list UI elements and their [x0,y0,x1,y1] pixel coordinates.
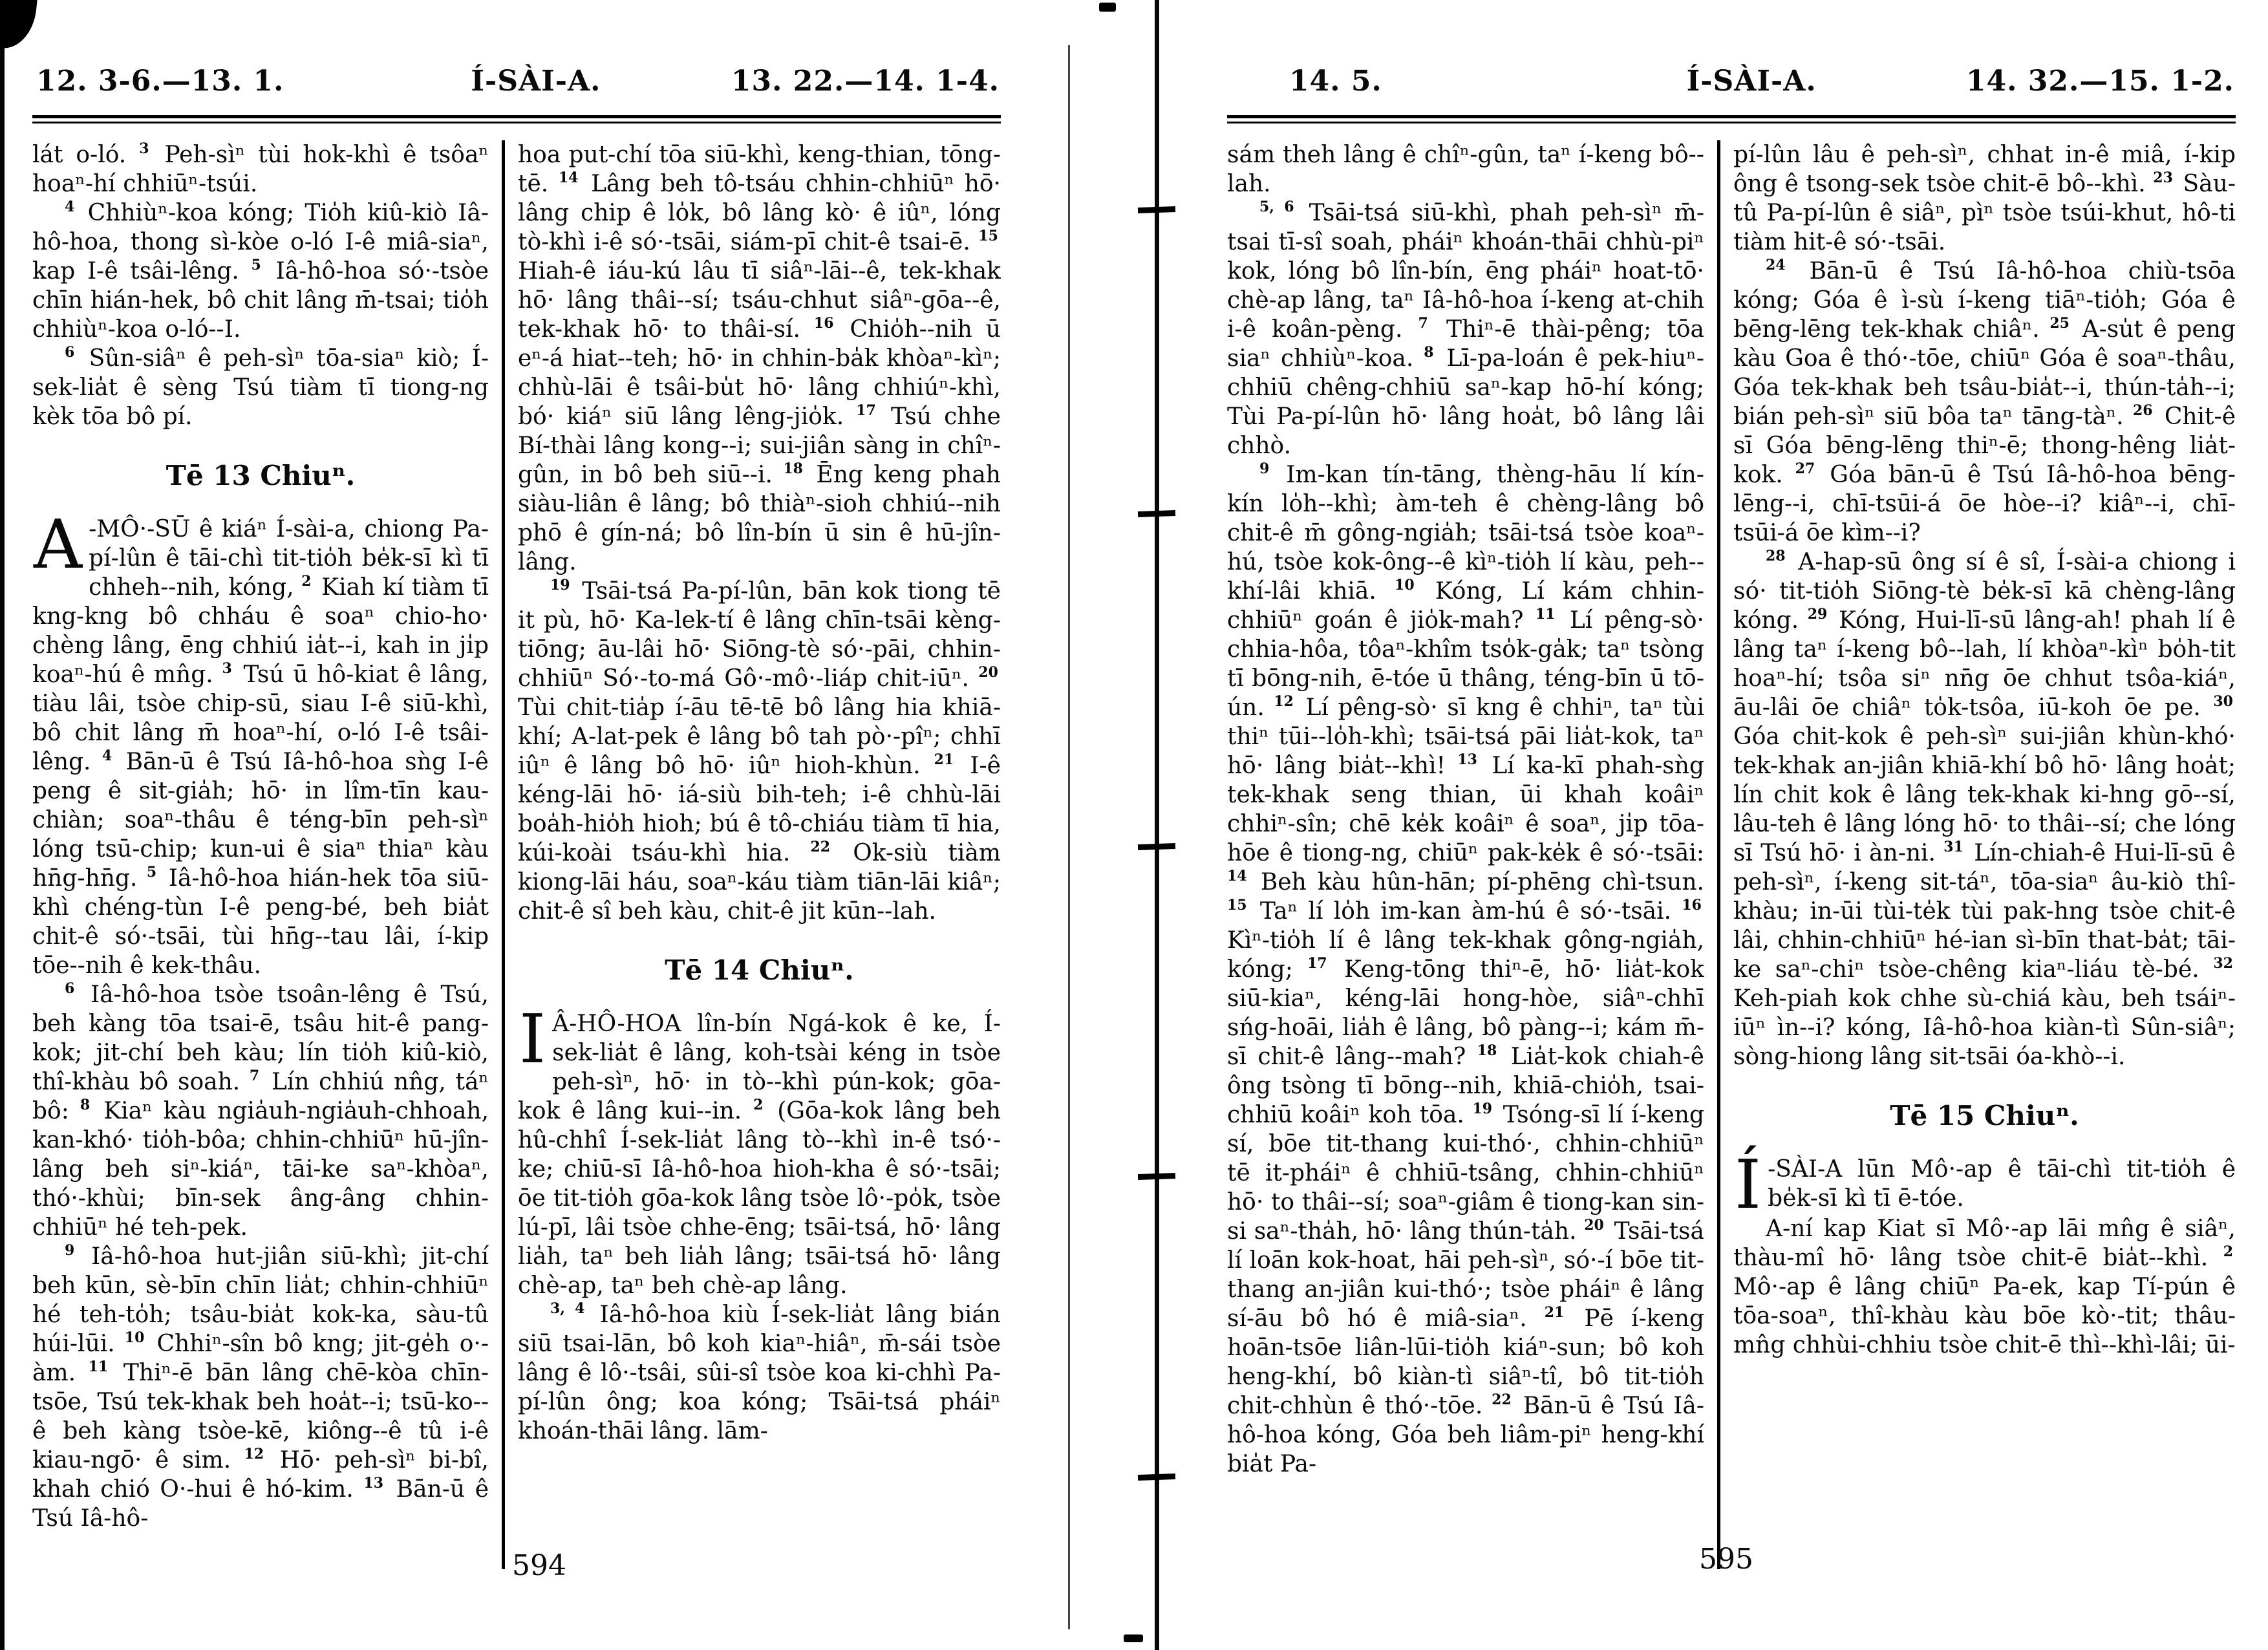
paragraph: Í -SÀI-A lūn Mô·-ap ê tāi-chì tit-tio̍h ê be̍k-sī kì tī ē-tóe. [1735,1145,2236,1224]
paragraph: $^9$ Im-kan tín-tāng, thèng-hāu lí kín-kín lo̍h--khì; àm-teh ê chèng-lâng bô chit-ê m̄ gông-ngia̍h; tsāi-tsá tsòe koaⁿ-hú, tsòe kok-ông--ê kìⁿ-tio̍h lí kàu, peh--khí-lâi khiā. $^{10}$ Kóng, Lí kám chhin-chhiūⁿ goán ê jio̍k-mah? $^{11}$ Lí pêng-sò· chhia-hôa, tôaⁿ-khîm tso̍k-ga̍k; taⁿ tsòng tī bōng-nih, ē-tóe ū thâng, téng-bīn ū tō-ún. $^{12}$ Lí pêng-sò· sī kng ê chhiⁿ, taⁿ tùi thiⁿ tūi--lo̍h-khì; tsāi-tsá pāi lia̍t-kok, taⁿ hō· lâng bia̍t--khì! $^{13}$ Lí ka-kī phah-sǹg tek-khak seng thian, ūi khah koâiⁿ chhiⁿ-sîn; chē ke̍k koâiⁿ ê soaⁿ, ji̍p tōa-hōe ê tiong-ng, chiūⁿ pak-ke̍k ê só·-tsāi: $^{14}$ Beh kàu hûn-hān; pí-phēng chì-tsun. $^{15}$ Taⁿ lí lo̍h im-kan àm-hú ê só·-tsāi. $^{16}$ Kìⁿ-tio̍h lí ê lâng tek-khak gông-ngia̍h, kóng; $^{17}$ Keng-tōng thiⁿ-ē, hō· lia̍t-kok siū-kiaⁿ, kéng-lāi hong-hòe, siâⁿ-chhī sńg-hoāi, lia̍h ê lâng, bô pàng--i; kám m̄-sī chit-ê lâng--mah? $^{18}$ Lia̍t-kok chiah-ê ông tsòng tī bōng--nih, khiā-chio̍h, tsai-chhiū koâiⁿ koh tōa. $^{19}$ Tsóng-sī lí í-keng sí, bōe tit-thang kui-thó·, chhin-chhiūⁿ tē it-pháiⁿ ê chhiū-tsâng, chhin-chhiūⁿ hō· to thâi--sí; soaⁿ-giâm ê tiong-kan sin-si saⁿ-tha̍h, hō· lâng thún-ta̍h. $^{20}$ Tsāi-tsá lí loān kok-hoat, hāi peh-sìⁿ, só·-í bōe tit-thang an-jiân kui-thó·; tsòe pháiⁿ ê lâng sí-āu bô hó ê miâ-siaⁿ. $^{21}$ Pē í-keng hoān-tsōe liân-lūi-tio̍h kiáⁿ-sun; bô koh heng-khí, bô kiàn-tì siâⁿ-tî, bô tit-tio̍h chit-chhùn ê thó·-tōe. $^{22}$ Bān-ū ê Tsú Iâ-hô-hoa kóng, Góa beh liâm-piⁿ heng-khí bia̍t Pa- [1227,460,1704,1477]
paragraph: $^6$ Sûn-siâⁿ ê peh-sìⁿ tōa-siaⁿ kiò; Í-sek-lia̍t ê sèng Tsú tiàm tī tiong-ng kèk tōa bô pí. [32,344,489,430]
verse-number: 4 [102,747,112,764]
verse-number: 16 [813,315,834,332]
text-column-3 [1227,140,1704,1569]
verse-number: 19 [550,577,570,594]
verse-number: 18 [1477,1042,1497,1059]
verse-number: 2 [753,1097,764,1113]
drop-cap: I [519,1000,546,1078]
paragraph: $^4$ Chhiùⁿ-koa kóng; Tio̍h kiû-kiò Iâ-hô-hoa, thong sì-kòe o-ló I-ê miâ-siaⁿ, kap I-ê tsâi-lêng. $^5$ Iâ-hô-hoa só·-tsòe chīn hián-hek, bô chit lâng m̄-tsai; tio̍h chhiùⁿ-koa o-ló--I. [32,198,489,343]
verse-number: 7 [249,1067,260,1084]
text-columns [1227,140,2236,1569]
paragraph: A-ní kap Kiat sī Mô·-ap lāi mn̂g ê siâⁿ, thàu-mî hō· lâng tsòe chit-ē bia̍t--khì. $^2$ Mô·-ap ê lâng chiūⁿ Pa-ek, kap Tí-pún ê tōa-soaⁿ, thî-khàu kàu bōe kò·-tit; thâu-mn̂g chhùi-chhiu tsòe chit-ē thì--khì-lâi; ūi- [1733,1216,2236,1358]
paragraph: $^{19}$ Tsāi-tsá Pa-pí-lûn, bān kok tiong tē it pù, hō· Ka-lek-tí ê lâng chīn-tsāi kèng-tiōng; āu-lâi hō· Siōng-tè só·-pāi, chhin-chhiūⁿ Só·-to-má Gô·-mô·-liáp chit-iūⁿ. $^{20}$ Tùi chit-tia̍p í-āu tē-tē bô lâng hia khiā-khí; A-lat-pek ê lâng bô tah pò·-pîⁿ; chhī iûⁿ ê lâng bô hō· iûⁿ hioh-khùn. $^{21}$ I-ê kéng-lāi hō· iá-siù bih-teh; i-ê chhù-lāi boa̍h-hio̍h hioh; bú ê tô-chiáu tiàm tī hia, kúi-koài tsáu-khì hia. $^{22}$ Ok-siù tiàm kiong-lāi háu, soaⁿ-káu tiàm tiān-lāi kiâⁿ; chit-ê sî beh kàu, chit-ê jit kūn--lah. [518,577,1001,925]
paragraph: $^6$ Iâ-hô-hoa tsòe tsoân-lêng ê Tsú, beh kàng tōa tsai-ē, tsâu hit-ê pang-kok; jit-chí beh kàu; lín tio̍h kiû-kiò, thî-khàu bô soah. $^7$ Lín chhiú nn̂g, táⁿ bô: $^8$ Kiaⁿ kàu ngia̍uh-ngia̍uh-chhoah, kan-khó· tio̍h-bôa; chhin-chhiūⁿ hū-jîn-lâng beh siⁿ-kiáⁿ, tāi-ke saⁿ-khòaⁿ, thó·-khùi; bīn-sek âng-âng chhin-chhiūⁿ hé teh-pek. [32,980,489,1241]
verse-number: 2 [301,573,312,590]
scan-speck [1099,3,1116,12]
binding-stitch-mark [1138,1473,1175,1481]
binding-gutter-line [1155,0,1159,1650]
verse-number: 7 [1418,315,1428,332]
verse-number: 4 [65,198,75,215]
verse-number: 20 [978,664,998,681]
chapter-heading: Tē 13 Chiuⁿ. [166,460,356,491]
verse-number: 28 [1766,548,1786,564]
verse-number: 8 [1424,344,1434,361]
header-rule [32,115,1001,123]
verse-number: 15 [1227,897,1247,914]
verse-number: 17 [856,402,876,419]
paragraph: $^{3, 4}$ Iâ-hô-hoa kiù Í-sek-lia̍t lâng bián siū tsai-lān, bô koh kiaⁿ-hiâⁿ, m̄-sái tsòe lâng ê lô·-tsâi, sûi-sî tsòe koa ki-chhì Pa-pí-lûn ông; koa kóng; Tsāi-tsá pháiⁿ khoán-thāi lâng. lām- [518,1300,1001,1444]
header-verse-range-right: 13. 22.—14. 1-4. [731,65,1000,98]
chapter-heading: Tē 14 Chiuⁿ. [665,954,854,986]
verse-number: 32 [2213,955,2233,972]
header-book-title: Í-SÀI-A. [471,65,601,98]
verse-number: 12 [1274,693,1294,710]
paragraph: A -MÔ·-SŪ ê kiáⁿ Í-sài-a, chiong Pa-pí-lûn ê tāi-chì tit-tio̍h be̍k-sī kì tī chheh--nih, kóng, $^2$ Kiah kí tiàm tī kng-kng bô chháu ê soaⁿ chio-ho· chèng lâng, ēng chhiú ia̍t--i, kah in ji̍p koaⁿ-hú ê mn̂g. $^3$ Tsú ū hô-kiat ê lâng, tiàu lâi, tsòe chip-sū, siau I-ê siū-khì, bô chit lâng m̄ hoaⁿ-hí, o-ló I-ê tsâi-lêng. $^4$ Bān-ū ê Tsú Iâ-hô-hoa sǹg I-ê peng ê sit-gia̍h; hō· in lîm-tīn kau-chiàn; soaⁿ-thâu ê téng-bīn peh-sìⁿ lóng tsū-chip; kun-ui ê siaⁿ thiaⁿ kàu hn̄g-hn̄g. $^5$ Iâ-hô-hoa hián-hek tōa siū-khì chéng-tùn I-ê peng-bé, beh bia̍t chit-ê só·-tsāi, tùi hn̄g--tau lâi, í-kip tōe--nih ê kek-thâu. [32,505,489,979]
paragraph: $^{5, 6}$ Tsāi-tsá siū-khì, phah peh-sìⁿ m̄-tsai tī-sî soah, pháiⁿ khoán-thāi chhù-piⁿ kok, lóng bô lîn-bín, ēng pháiⁿ hoat-tō· chè-ap lâng, taⁿ Iâ-hô-hoa í-keng at-chih i-ê koân-pèng. $^7$ Thiⁿ-ē thài-pêng; tōa siaⁿ chhiùⁿ-koa. $^8$ Lī-pa-loán ê pek-hiuⁿ-chhiū chêng-chhiū saⁿ-kap hō-hí kóng; Tùi Pa-pí-lûn hō· lâng hoa̍t, bô lâng lâi chhò. [1227,198,1704,459]
scan-speck [1124,1634,1143,1642]
paragraph: sám theh lâng ê chîⁿ-gûn, taⁿ í-keng bô--lah. [1227,142,1704,197]
verse-number: 3 [222,660,232,677]
verse-number: 6 [65,344,75,361]
verse-number: 16 [1682,897,1702,914]
verse-number: 10 [1395,577,1415,594]
verse-number: 11 [1535,606,1556,623]
verse-number: 5 [251,257,261,273]
verse-number: 14 [558,169,579,186]
verse-number: 3, 4 [550,1300,585,1317]
drop-cap: Í [1735,1145,1762,1224]
binding-stitch-mark [1138,206,1175,213]
verse-number: 11 [88,1358,109,1375]
verse-number: 3 [139,140,149,157]
verse-number: 26 [2132,402,2153,419]
verse-number: 2 [2223,1243,2233,1260]
verse-number: 5 [146,864,157,881]
paragraph: I Â-HÔ-HOA lîn-bín Ngá-kok ê ke, Í-sek-lia̍t ê lâng, koh-tsài kéng in tsòe peh-sìⁿ, hō· in tò--khì pún-kok; gōa-kok ê lâng kui--in. $^2$ (Gōa-kok lâng beh hû-chhî Í-sek-lia̍t lâng tò--khì in-ê tsó·-ke; chiū-sī Iâ-hô-hoa hioh-kha ê só·-tsāi; ōe tit-tio̍h gōa-kok lâng tsòe lô·-po̍k, tsòe lú-pī, lâi tsòe chhe-ēng; tsāi-tsá, hō· lâng lia̍h, taⁿ beh lia̍h lâng; tsāi-tsá hō· lâng chè-ap, taⁿ beh chè-ap lâng. [518,1000,1001,1299]
verse-number: 19 [1472,1100,1493,1117]
verse-number: 8 [80,1097,91,1113]
paragraph: $^9$ Iâ-hô-hoa hut-jiân siū-khì; jit-chí beh kūn, sè-bīn chīn lia̍t; chhin-chhiūⁿ hé teh-to̍h; tsâu-bia̍t kok-ka, sàu-tû húi-lūi. $^{10}$ Chhiⁿ-sîn bô kng; jit-ge̍h o·-àm. $^{11}$ Thiⁿ-ē bān lâng chē-kòa chīn-tsōe, Tsú tek-khak beh hoa̍t--i; tsū-ko--ê beh kàng tsòe-kē, kiông--ê tû i-ê kiau-ngō· ê sim. $^{12}$ Hō· peh-sìⁿ bi-bî, khah chió O·-hui ê hó-kim. $^{13}$ Bān-ū ê Tsú Iâ-hô- [32,1242,489,1532]
verse-number: 31 [1943,839,1963,855]
paragraph: hoa put-chí tōa siū-khì, keng-thian, tōng-tē. $^{14}$ Lâng beh tô-tsáu chhin-chhiūⁿ hō· lâng chip ê lo̍k, bô lâng kò· ê iûⁿ, lóng tò-khì i-ê só·-tsāi, siám-pī chit-ê tsai-ē. $^{15}$ Hiah-ê iáu-kú lâu tī siâⁿ-lāi--ê, tek-khak hō· lâng thâi--sí; tsáu-chhut siâⁿ-gōa--ê, tek-khak hō· to thâi-sí. $^{16}$ Chio̍h--nih ū eⁿ-á hiat--teh; hō· in chhin-ba̍k khòaⁿ-kìⁿ; chhù-lāi ê tsâi-bu̍t hō· lâng chhiúⁿ-khì, bó· kiáⁿ siū lâng lêng-jio̍k. $^{17}$ Tsú chhe Bí-thài lâng kong--i; sui-jiân sàng in chîⁿ-gûn, in bô beh siū--i. $^{18}$ Ēng keng phah siàu-liân ê lâng; bô thiàⁿ-sioh chhiú--nih phō ê gín-ná; bô lîn-bín ū sin ê hū-jîn-lâng. [518,142,1001,575]
binding-gutter-line [1068,45,1070,1629]
verse-number: 25 [2049,315,2070,332]
verse-number: 21 [934,751,954,768]
binding-stitch-mark [1138,843,1175,850]
chapter-heading: Tē 15 Chiuⁿ. [1890,1100,2079,1131]
verse-number: 9 [1259,460,1270,477]
verse-number: 18 [783,460,803,477]
paragraph: lát o-ló. $^3$ Peh-sìⁿ tùi hok-khì ê tsôaⁿ hoaⁿ-hí chhiūⁿ-tsúi. [32,140,489,197]
verse-number: 29 [1807,606,1828,623]
verse-number: 30 [2213,693,2233,710]
page-number-right: 595 [1699,1543,1753,1576]
verse-number: 10 [124,1329,145,1346]
header-verse-range-left: 12. 3-6.—13. 1. [36,65,284,98]
header-verse-range-left: 14. 5. [1289,65,1382,98]
binding-stitch-mark [1138,1173,1175,1180]
verse-number: 21 [1544,1304,1565,1321]
text-column-4 [1733,140,2236,1569]
scan-edge-artifact [0,0,5,1650]
page-header [1227,56,2236,115]
column-divider [1717,140,1720,1569]
verse-number: 22 [810,839,831,855]
page-number-left: 594 [512,1549,566,1582]
binding-stitch-mark [1138,510,1175,517]
verse-number: 17 [1307,955,1327,972]
paragraph: $^{24}$ Bān-ū ê Tsú Iâ-hô-hoa chiù-tsōa kóng; Góa ê ì-sù í-keng tiāⁿ-tio̍h; Góa ê bēng-lēng tek-khak chiâⁿ. $^{25}$ A-su̍t ê peng kàu Goa ê thó·-tōe, chiūⁿ Góa ê soaⁿ-thâu, Góa tek-khak beh tsâu-bia̍t--i, thún-ta̍h--i; bián peh-sìⁿ siū bôa taⁿ tāng-tàⁿ. $^{26}$ Chit-ê sī Góa bēng-lēng thiⁿ-ē; thong-hêng lia̍t-kok. $^{27}$ Góa bān-ū ê Tsú Iâ-hô-hoa bēng-lēng--i, chī-tsūi-á ōe hòe--i? kiâⁿ--i, chī-tsūi-á ōe kìm--i? [1733,257,2236,546]
verse-number: 23 [2153,169,2173,186]
verse-number: 22 [1492,1391,1512,1408]
drop-cap: A [34,505,83,584]
text-column-2 [518,140,1001,1569]
header-book-title: Í-SÀI-A. [1686,65,1817,98]
verse-number: 24 [1766,257,1786,273]
page-left [32,56,1001,1607]
verse-number: 13 [363,1475,384,1492]
verse-number: 6 [65,980,75,997]
scan-corner-artifact [0,0,37,51]
verse-number: 9 [65,1242,75,1259]
paragraph: $^{28}$ A-hap-sū ông sí ê sî, Í-sài-a chiong i só· tit-tio̍h Siōng-tè be̍k-sī kā chèng-lâng kóng. $^{29}$ Kóng, Hui-lī-sū lâng-ah! phah lí ê lâng taⁿ í-keng bô--lah, lí khòaⁿ-kìⁿ bo̍h-tit hoaⁿ-hí; tsôa siⁿ nn̄g ōe chhut tsôa-kiáⁿ, āu-lâi ōe chiâⁿ to̍k-tsôa, iū-koh ōe pe. $^{30}$ Góa chit-kok ê peh-sìⁿ sui-jiân khùn-khó· tek-khak an-jiân khiā-khí bô hō· lâng hoa̍t; lín chit kok ê lâng tek-khak ki-hng gō--sí, lâu-teh ê lâng lóng hō· to thâi--sí; che lóng sī Tsú hō· i àn-ni. $^{31}$ Lín-chiah-ê Hui-lī-sū ê peh-sìⁿ, í-keng sit-táⁿ, tōa-siaⁿ âu-kiò thî-khàu; in-ūi tùi-te̍k tùi pak-hng tsòe chit-ê lâi, chhin-chhiūⁿ hé-ian sì-bīn that-ba̍t; tāi-ke saⁿ-chiⁿ tsòe-chêng kiaⁿ-liáu tè-bé. $^{32}$ Keh-piah kok chhe sù-chiá kàu, beh tsáiⁿ-iūⁿ ìn--i? kóng, Iâ-hô-hoa kiàn-tì Sûn-siâⁿ; sòng-hiong lâng sit-tsāi óa-khò--i. [1733,548,2236,1070]
verse-number: 5, 6 [1259,198,1294,215]
verse-number: 20 [1584,1217,1604,1234]
header-verse-range-right: 14. 32.—15. 1-2. [1965,65,2234,98]
verse-number: 27 [1795,460,1815,477]
page-right [1227,56,2236,1607]
verse-number: 13 [1457,751,1477,768]
column-divider [502,140,505,1569]
page-header [32,56,1001,115]
verse-number: 15 [978,228,998,244]
paragraph: pí-lûn lâu ê peh-sìⁿ, chhat in-ê miâ, í-kip ông ê tsong-sek tsòe chit-ē bô--khì. $^{23}$ Sàu-tû Pa-pí-lûn ê siâⁿ, pìⁿ tsòe tsúi-khut, hô-ti tiàm hit-ê só·-tsāi. [1733,142,2236,255]
header-rule [1227,115,2236,123]
verse-number: 12 [244,1446,264,1462]
text-columns [32,140,1001,1569]
text-column-1 [32,140,489,1569]
verse-number: 14 [1227,868,1247,884]
